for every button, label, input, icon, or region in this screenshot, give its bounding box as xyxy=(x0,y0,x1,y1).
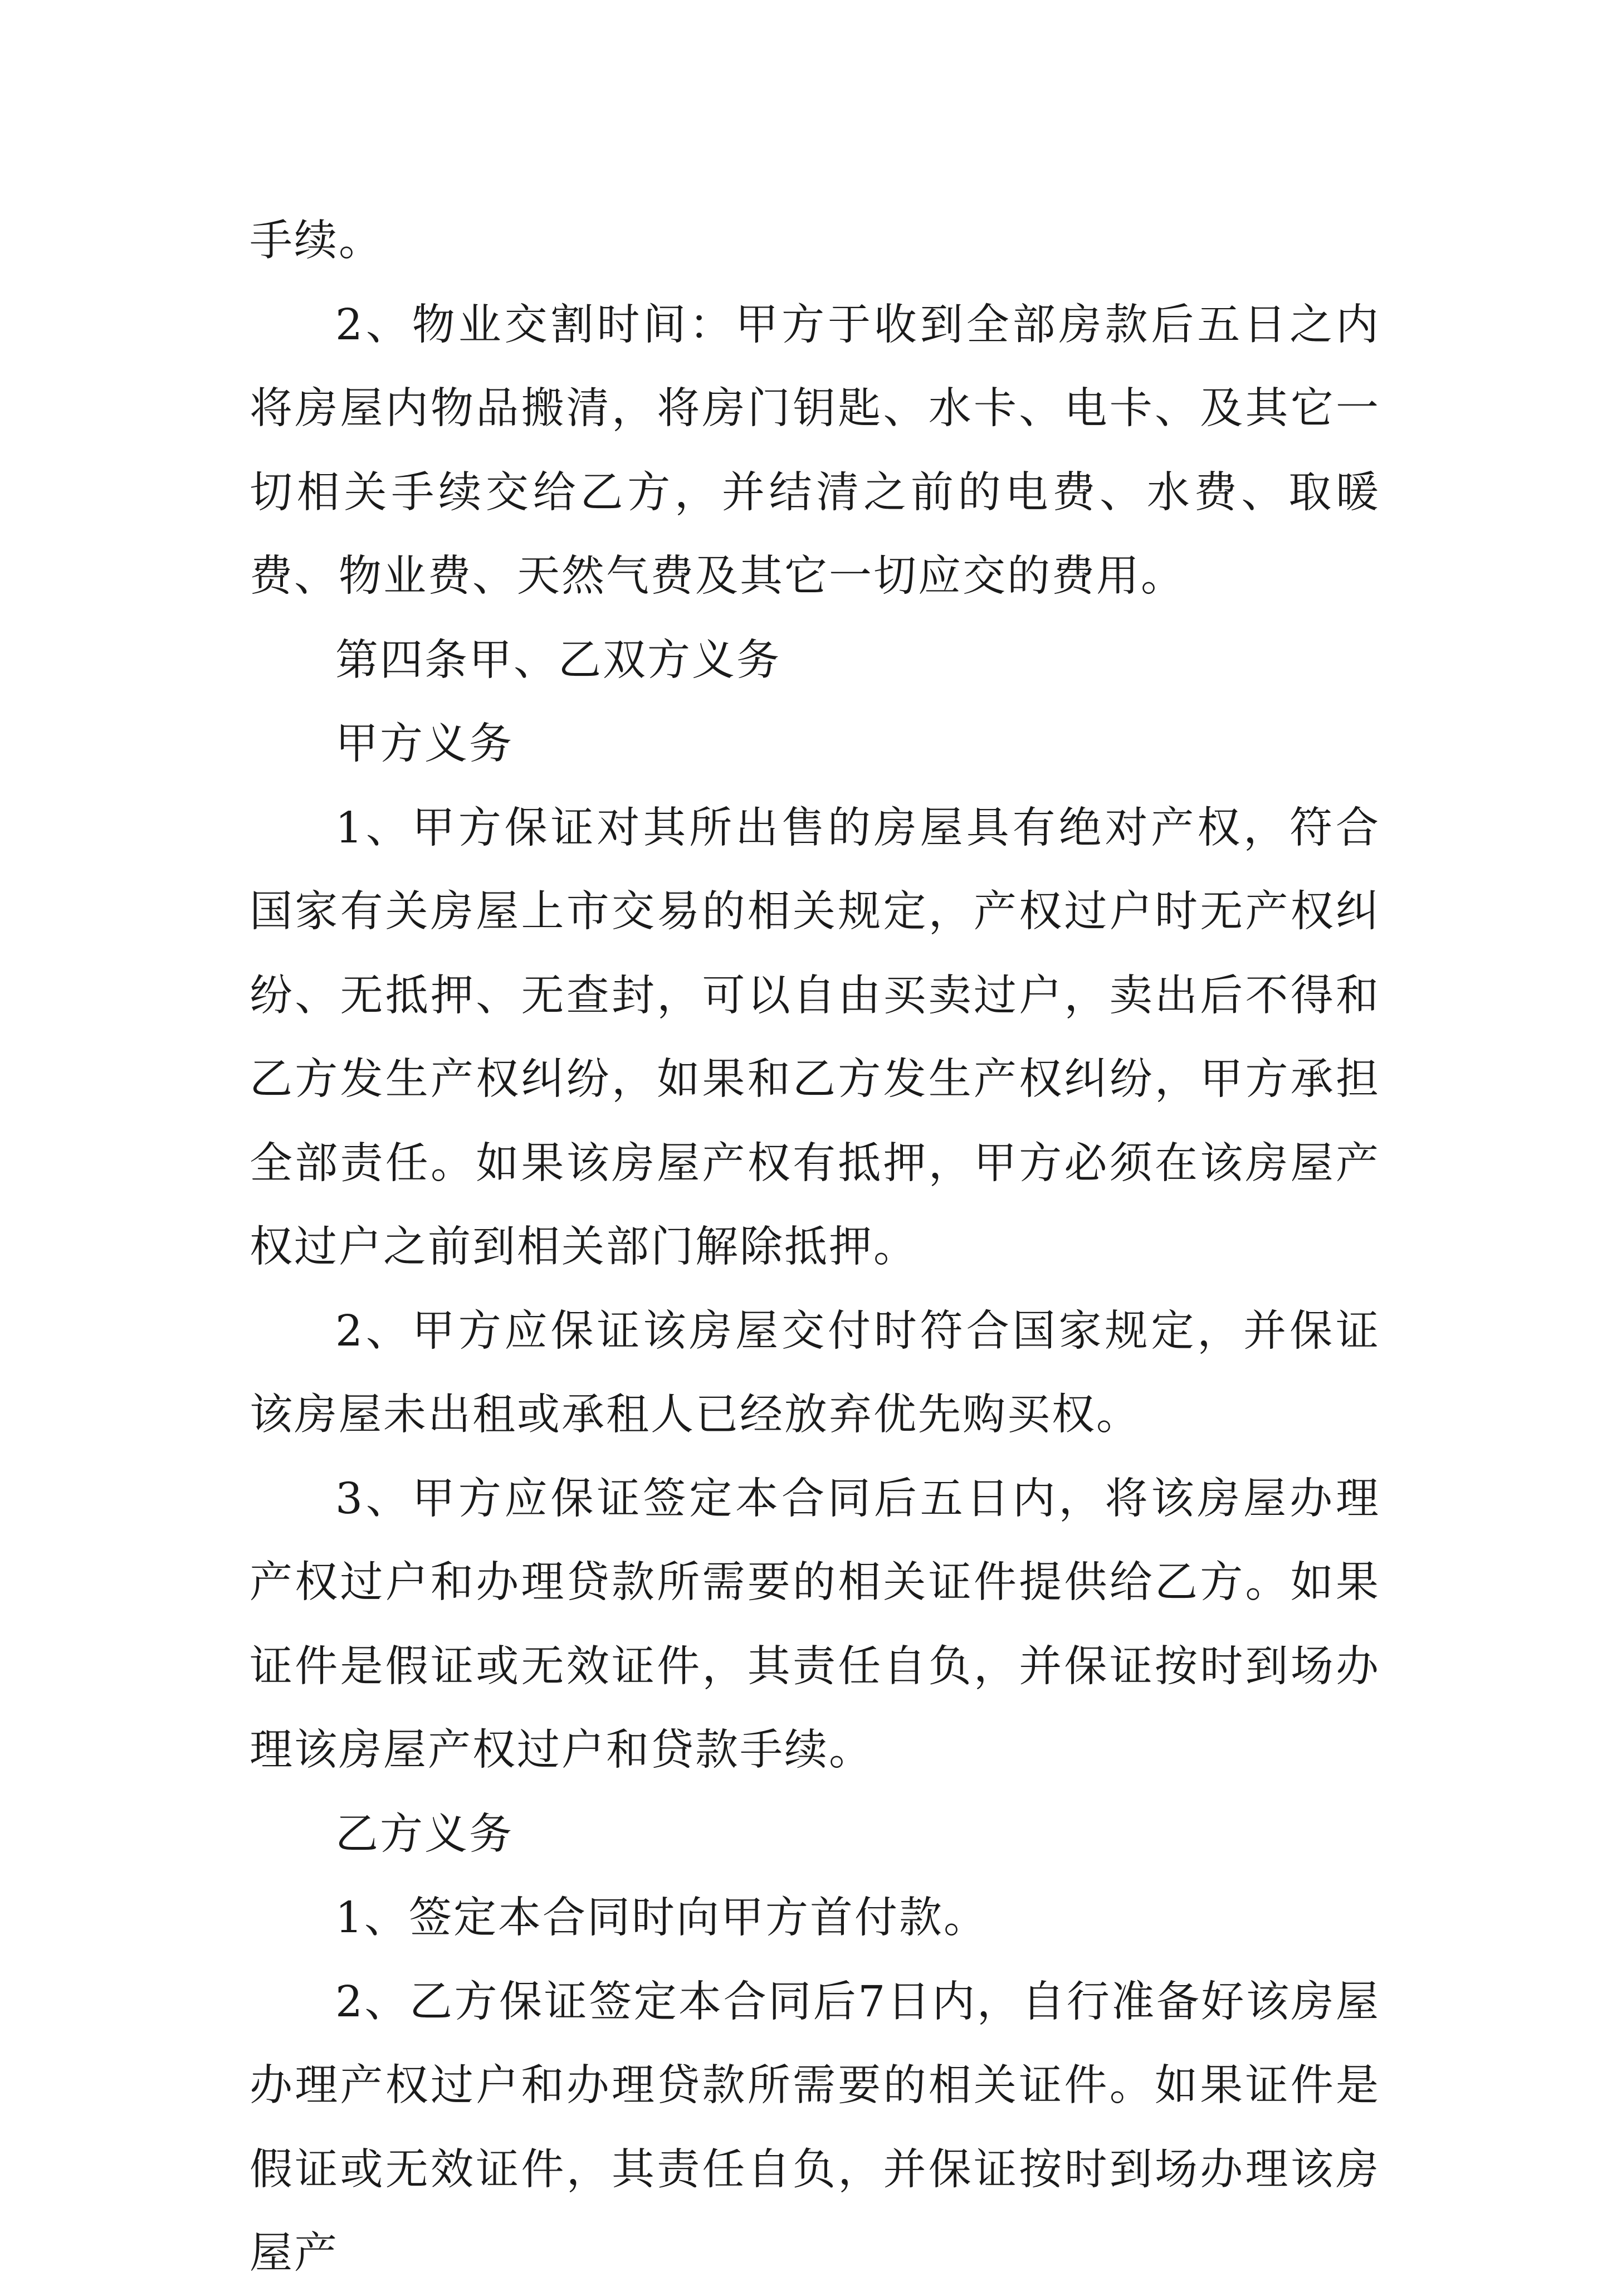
paragraph-party-b-item-1: 1、签定本合同时向甲方首付款。 xyxy=(335,1893,988,1943)
section-heading-article-4: 第四条甲、乙双方义务 xyxy=(335,635,781,685)
paragraph-party-a-item-3: 3、甲方应保证签定本合同后五日内，将该房屋办理产权过户和办理贷款所需要的相关证件提供给乙方。如果证件是假证或无效证件，其责任自负，并保证按时到场办理该房屋产权过户和贷款手续。 xyxy=(250,1474,1380,1775)
paragraph-property-handover: 2、物业交割时间：甲方于收到全部房款后五日之内将房屋内物品搬清，将房门钥匙、水卡、电卡、及其它一切相关手续交给乙方，并结清之前的电费、水费、取暖费、物业费、天然气费及其它一切应交的费用。 xyxy=(250,300,1380,601)
paragraph-party-a-item-1: 1、甲方保证对其所出售的房屋具有绝对产权，符合国家有关房屋上市交易的相关规定，产权过户时无产权纠纷、无抵押、无查封，可以自由买卖过户，卖出后不得和乙方发生产权纠纷，如果和乙方发生产权纠纷，甲方承担全部责任。如果该房屋产权有抵押，甲方必须在该房屋产权过户之前到相关部门解除抵押。 xyxy=(250,803,1380,1272)
document-body xyxy=(250,199,1380,2296)
paragraph-party-b-item-2: 2、乙方保证签定本合同后7日内，自行准备好该房屋办理产权过户和办理贷款所需要的相关证件。如果证件是假证或无效证件，其责任自负，并保证按时到场办理该房屋产 xyxy=(250,1977,1380,2278)
paragraph-party-a-item-2: 2、甲方应保证该房屋交付时符合国家规定，并保证该房屋未出租或承租人已经放弃优先购买权。 xyxy=(250,1306,1380,1440)
subheading-party-a-obligations: 甲方义务 xyxy=(335,719,514,769)
paragraph-continuation: 手续。 xyxy=(250,216,383,266)
subheading-party-b-obligations: 乙方义务 xyxy=(335,1809,514,1859)
